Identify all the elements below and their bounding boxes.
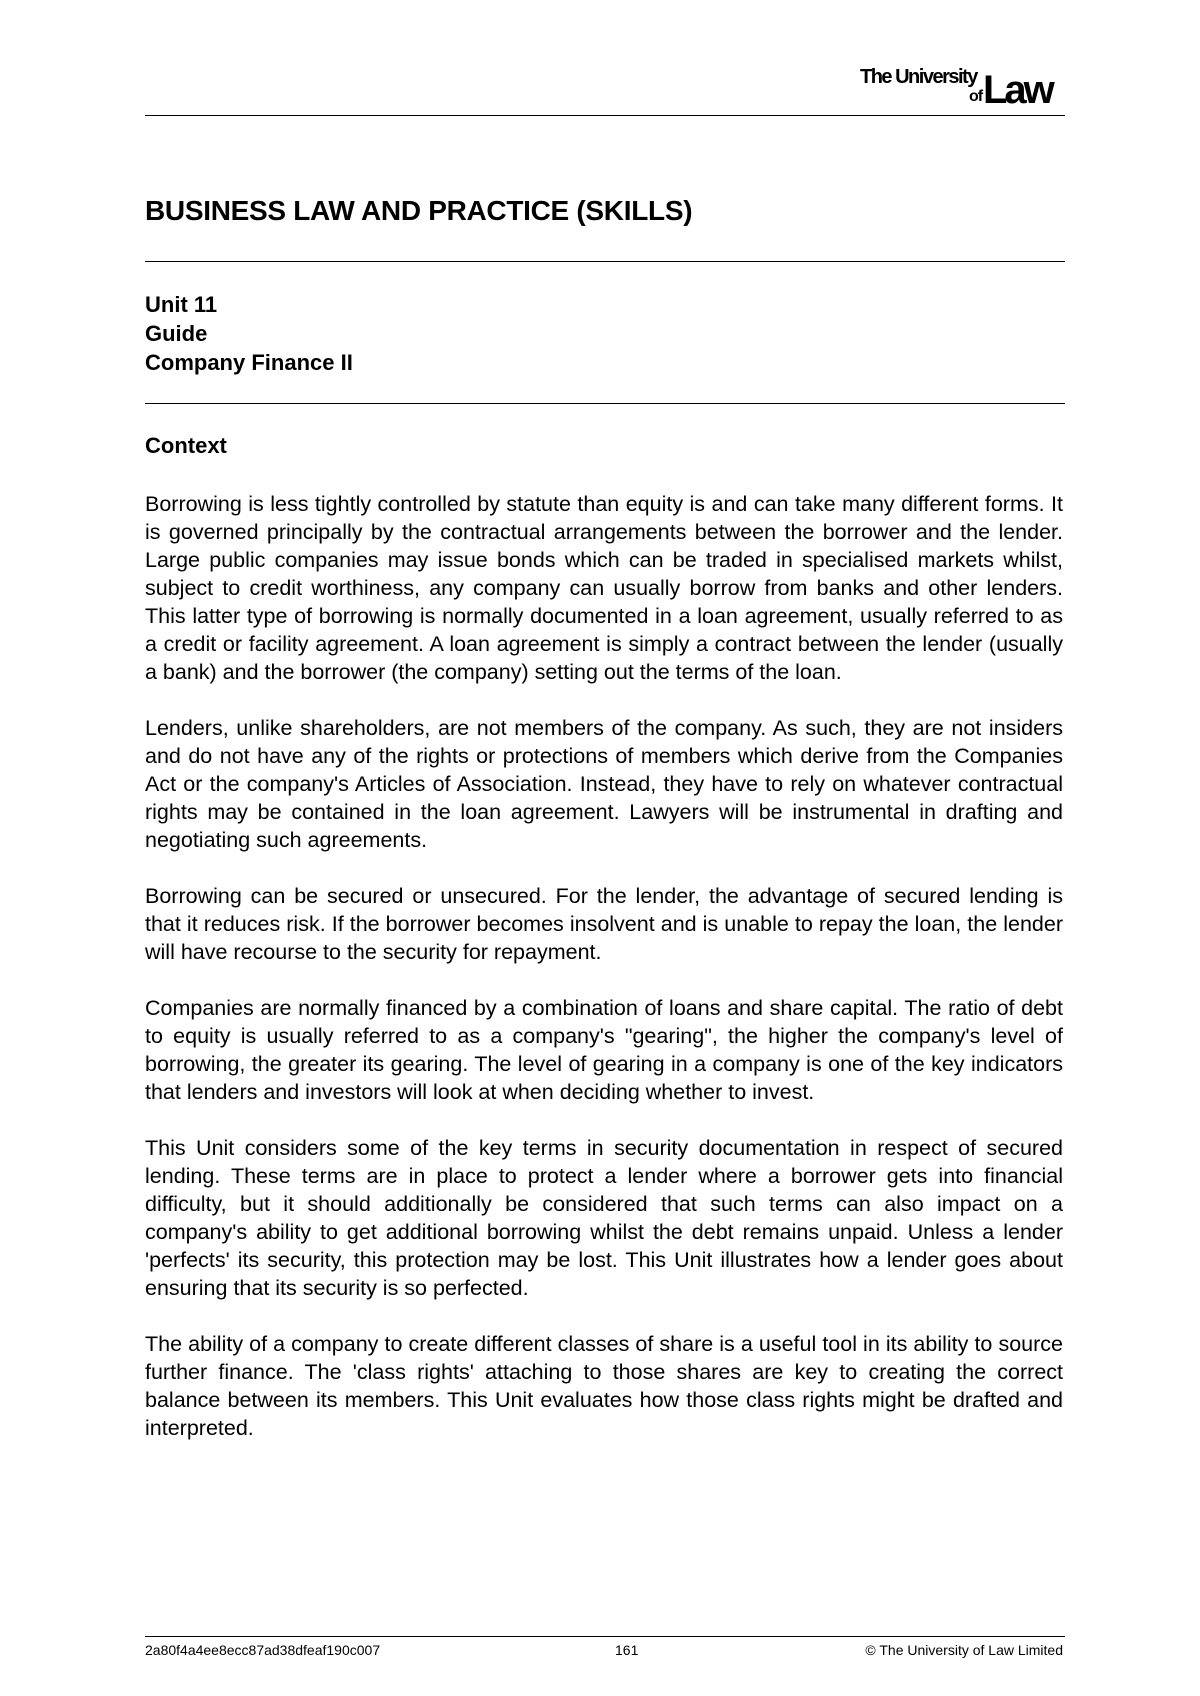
document-type: Guide <box>145 321 208 346</box>
university-logo <box>858 62 1068 110</box>
title-divider <box>145 261 1065 262</box>
unit-info <box>145 290 353 377</box>
unit-subject: Company Finance II <box>145 350 353 375</box>
document-id: 2a80f4a4ee8ecc87ad38dfeaf190c007 <box>145 1642 381 1658</box>
page-number: 161 <box>615 1642 639 1658</box>
unit-divider <box>145 403 1065 404</box>
logo-line-2: of <box>969 88 983 105</box>
header-divider <box>145 115 1065 116</box>
context-heading: Context <box>145 433 227 458</box>
paragraph: This Unit considers some of the key terms in security documentation in respect of secured lending. These terms are in place to protect a lender where a borrower gets into financial difficulty, but it should additionally be considered that such terms can also impact on a company's ability to get additional borrowing whilst the debt remains unpaid. Unless a lender 'perfects' its security, this protection may be lost. This Unit illustrates how a lender goes about ensuring that its security is so perfected. <box>145 1136 1063 1300</box>
logo-line-1: The University <box>860 66 977 88</box>
paragraph: Lenders, unlike shareholders, are not members of the company. As such, they are not insiders and do not have any of the rights or protections of members which derive from the Companies Act or the company's Articles of Association. Instead, they have to rely on whatever contractual rights may be contained in the loan agreement. Lawyers will be instrumental in drafting and negotiating such agreements. <box>145 716 1063 852</box>
document-title: BUSINESS LAW AND PRACTICE (SKILLS) <box>145 195 693 226</box>
logo-line-3: Law <box>983 68 1052 112</box>
footer-divider <box>145 1636 1065 1637</box>
paragraph: Borrowing is less tightly controlled by statute than equity is and can take many different forms. It is governed principally by the contractual arrangements between the borrower and the lender. Large public companies may issue bonds which can be traded in specialised markets whilst, subject to credit worthiness, any company can usually borrow from banks and other lenders. This latter type of borrowing is normally documented in a loan agreement, usually referred to as a credit or facility agreement. A loan agreement is simply a contract between the lender (usually a bank) and the borrower (the company) setting out the terms of the loan. <box>145 492 1063 684</box>
page-footer <box>145 1642 1063 1662</box>
unit-number: Unit 11 <box>145 292 218 317</box>
paragraph: Companies are normally financed by a combination of loans and share capital. The ratio of debt to equity is usually referred to as a company's "gearing", the higher the company's level of borrowing, the greater its gearing. The level of gearing in a company is one of the key indicators that lenders and investors will look at when deciding whether to invest. <box>145 996 1063 1104</box>
copyright-notice: © The University of Law Limited <box>865 1642 1063 1658</box>
paragraph: Borrowing can be secured or unsecured. For the lender, the advantage of secured lending is that it reduces risk. If the borrower becomes insolvent and is unable to repay the loan, the lender will have recourse to the security for repayment. <box>145 884 1063 964</box>
body-text <box>145 490 1063 1470</box>
paragraph: The ability of a company to create different classes of share is a useful tool in its ability to source further finance. The 'class rights' attaching to those shares are key to creating the correct balance between its members. This Unit evaluates how those class rights might be drafted and interpreted. <box>145 1332 1063 1440</box>
